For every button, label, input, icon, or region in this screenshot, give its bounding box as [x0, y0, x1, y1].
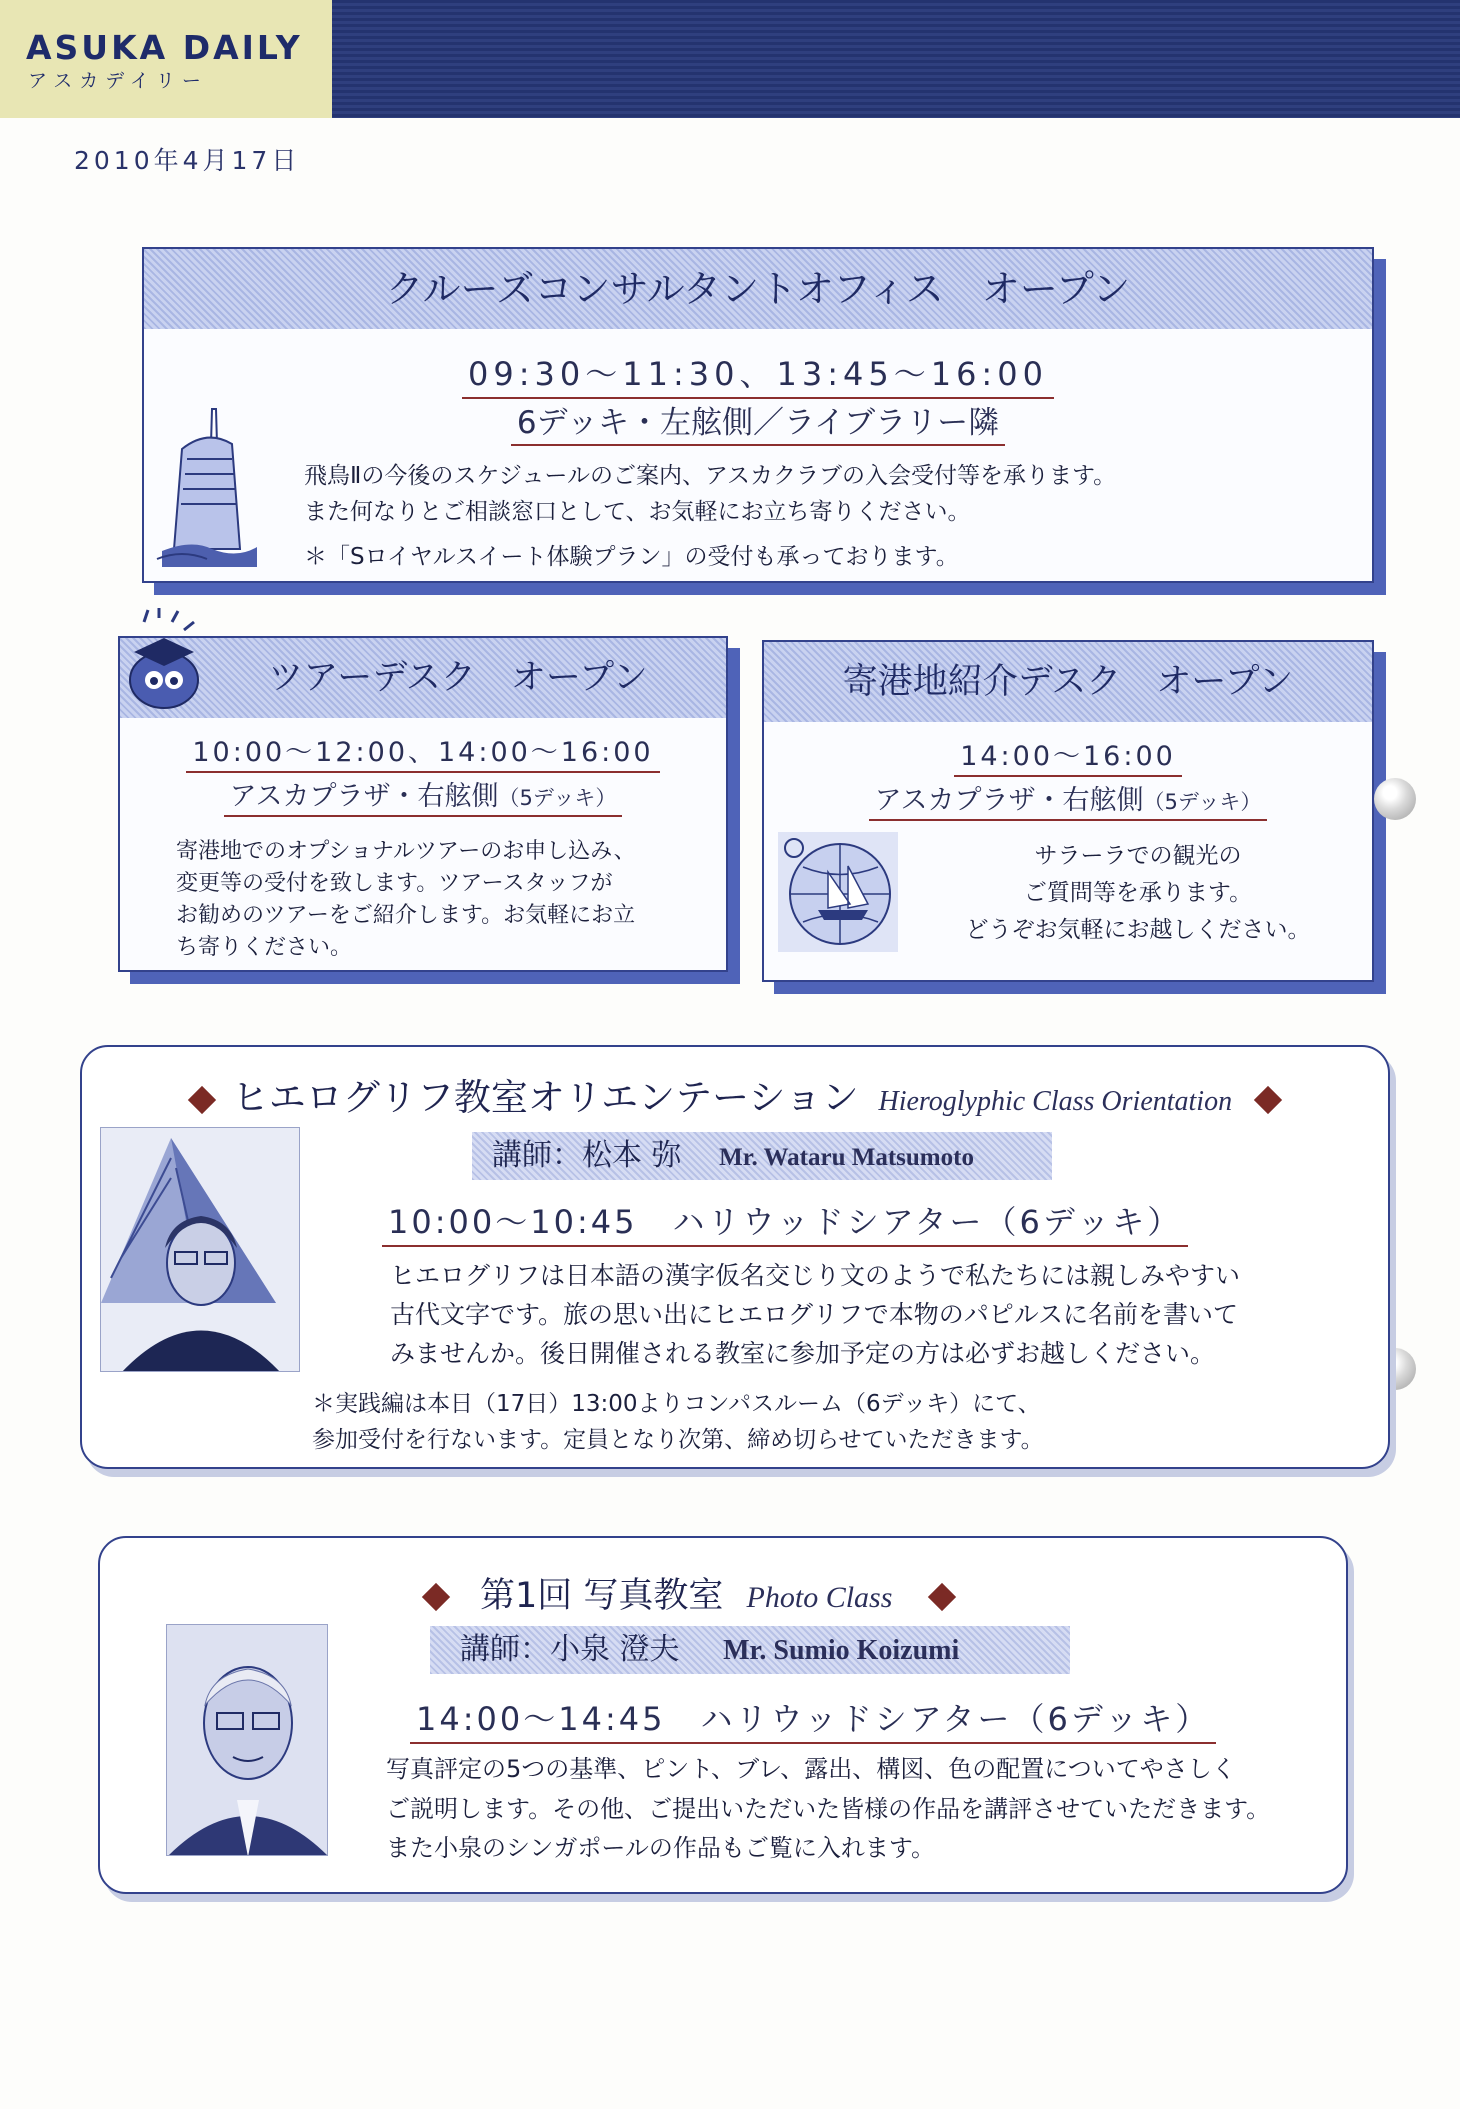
lecturer-photo-koizumi — [166, 1624, 328, 1856]
hieroglyph-title: ヒエログリフ教室オリエンテーション — [231, 1076, 859, 1119]
port-desk-place-deck: （5デッキ） — [1143, 790, 1262, 814]
hieroglyph-note-1: ＊実践編は本日（17日）13:00よりコンパスルーム（6デッキ）にて、 — [312, 1391, 1041, 1417]
diamond-right-icon — [1254, 1085, 1282, 1113]
port-desk-time: 14:00～16:00 — [954, 734, 1182, 777]
port-desk-title: 寄港地紹介デスク オープン — [842, 662, 1294, 702]
hieroglyph-line-3: みませんか。後日開催される教室に参加予定の方は必ずお越しください。 — [390, 1338, 1216, 1368]
lecturer-photo-matsumoto — [100, 1127, 300, 1372]
globe-sailing-ship-icon — [778, 832, 898, 952]
hieroglyph-lecturer: 講師：松本 弥 — [492, 1138, 682, 1173]
tour-desk-place: アスカプラザ・右舷側 — [229, 781, 499, 812]
photo-class-time-place: 14:00～14:45 ハリウッドシアター（6デッキ） — [410, 1694, 1216, 1744]
diamond-right-icon — [928, 1583, 956, 1611]
issue-date: 2010年4月17日 — [74, 146, 301, 175]
photo-class-box — [98, 1536, 1348, 1894]
hieroglyph-lecturer-en: Mr. Wataru Matsumoto — [719, 1144, 974, 1171]
diamond-left-icon — [422, 1583, 450, 1611]
hieroglyph-time-place: 10:00～10:45 ハリウッドシアター（6デッキ） — [382, 1197, 1188, 1247]
diamond-left-icon — [188, 1085, 216, 1113]
hieroglyph-class-box — [80, 1045, 1390, 1469]
hieroglyph-description — [390, 1257, 1240, 1373]
tour-desk-description — [176, 836, 636, 964]
photo-class-lecturer-band — [430, 1626, 1070, 1674]
photo-class-line-1: 写真評定の5つの基準、ピント、ブレ、露出、構図、色の配置についてやさしく — [386, 1755, 1236, 1783]
hieroglyph-line-1: ヒエログリフは日本語の漢字仮名交じり文のようで私たちには親しみやすい — [390, 1261, 1241, 1290]
consultant-description — [304, 459, 1116, 576]
consultant-office-box — [142, 247, 1374, 583]
photo-class-title-en: Photo Class — [746, 1581, 893, 1614]
tour-desk-place-wrap — [224, 774, 623, 817]
photo-class-description — [386, 1750, 1270, 1869]
tour-desk-time: 10:00～12:00、14:00～16:00 — [186, 730, 659, 773]
port-desk-title-band — [764, 642, 1372, 722]
tour-guide-mascot-icon — [114, 608, 214, 718]
port-desk-description — [904, 838, 1372, 948]
tour-desk-line-4: ち寄りください。 — [176, 934, 353, 960]
photo-class-lecturer: 講師：小泉 澄夫 — [460, 1632, 680, 1667]
tour-desk-line-3: お勧めのツアーをご紹介します。お気軽にお立 — [176, 902, 636, 928]
consultant-line-2: また何なりとご相談窓口として、お気軽にお立ち寄りください。 — [304, 498, 971, 525]
tour-desk-box — [118, 636, 728, 972]
hieroglyph-note — [312, 1387, 1044, 1458]
photo-class-lecturer-en: Mr. Sumio Koizumi — [723, 1635, 960, 1666]
port-desk-line-1: サラーラでの観光の — [1034, 843, 1242, 869]
tour-desk-line-1: 寄港地でのオプショナルツアーのお申し込み、 — [176, 839, 636, 864]
photo-class-line-2: ご説明します。その他、ご提出いただいた皆様の作品を講評させていただきます。 — [386, 1794, 1271, 1823]
tour-desk-title: ツアーデスク オープン — [268, 658, 648, 698]
port-desk-line-3: どうぞお気軽にお越しください。 — [965, 916, 1311, 943]
photo-class-line-3: また小泉のシンガポールの作品もご覧に入れます。 — [386, 1834, 935, 1863]
port-desk-place-wrap — [869, 778, 1268, 821]
binder-hole-top — [1374, 778, 1416, 820]
photo-class-title: 第1回 写真教室 — [480, 1576, 724, 1616]
consultant-time: 09:30～11:30、13:45～16:00 — [462, 349, 1054, 399]
consultant-title: クルーズコンサルタントオフィス オープン — [385, 267, 1131, 311]
hieroglyph-title-en: Hieroglyphic Class Orientation — [878, 1086, 1233, 1117]
brand-title: ASUKA DAILY — [26, 28, 303, 67]
tour-desk-place-deck: （5デッキ） — [498, 786, 617, 810]
hieroglyph-line-2: 古代文字です。旅の思い出にヒエログリフで本物のパピルスに名前を書いて — [390, 1299, 1239, 1329]
port-desk-place: アスカプラザ・右舷側 — [874, 785, 1144, 816]
hieroglyph-heading — [82, 1067, 1388, 1121]
consultant-title-band — [144, 249, 1372, 329]
port-desk-box — [762, 640, 1374, 982]
cruise-ship-icon — [152, 389, 262, 569]
port-desk-line-2: ご質問等を承ります。 — [1023, 879, 1253, 906]
masthead-panel — [0, 0, 332, 118]
tour-desk-line-2: 変更等の受付を致します。ツアースタッフが — [176, 870, 613, 896]
consultant-place: 6デッキ・左舷側／ライブラリー隣 — [511, 397, 1005, 446]
hieroglyph-lecturer-band — [472, 1132, 1052, 1180]
hieroglyph-note-2: 参加受付を行ないます。定員となり次第、締め切らせていただきます。 — [312, 1426, 1044, 1453]
brand-kana: アスカデイリー — [28, 70, 208, 92]
consultant-note: ＊「Sロイヤルスイート体験プラン」の受付も承っております。 — [304, 544, 959, 571]
consultant-line-1: 飛鳥Ⅱの今後のスケジュールのご案内、アスカクラブの入会受付等を承ります。 — [304, 463, 1117, 489]
masthead-stripe — [332, 0, 1460, 118]
photo-class-heading — [426, 1568, 952, 1618]
